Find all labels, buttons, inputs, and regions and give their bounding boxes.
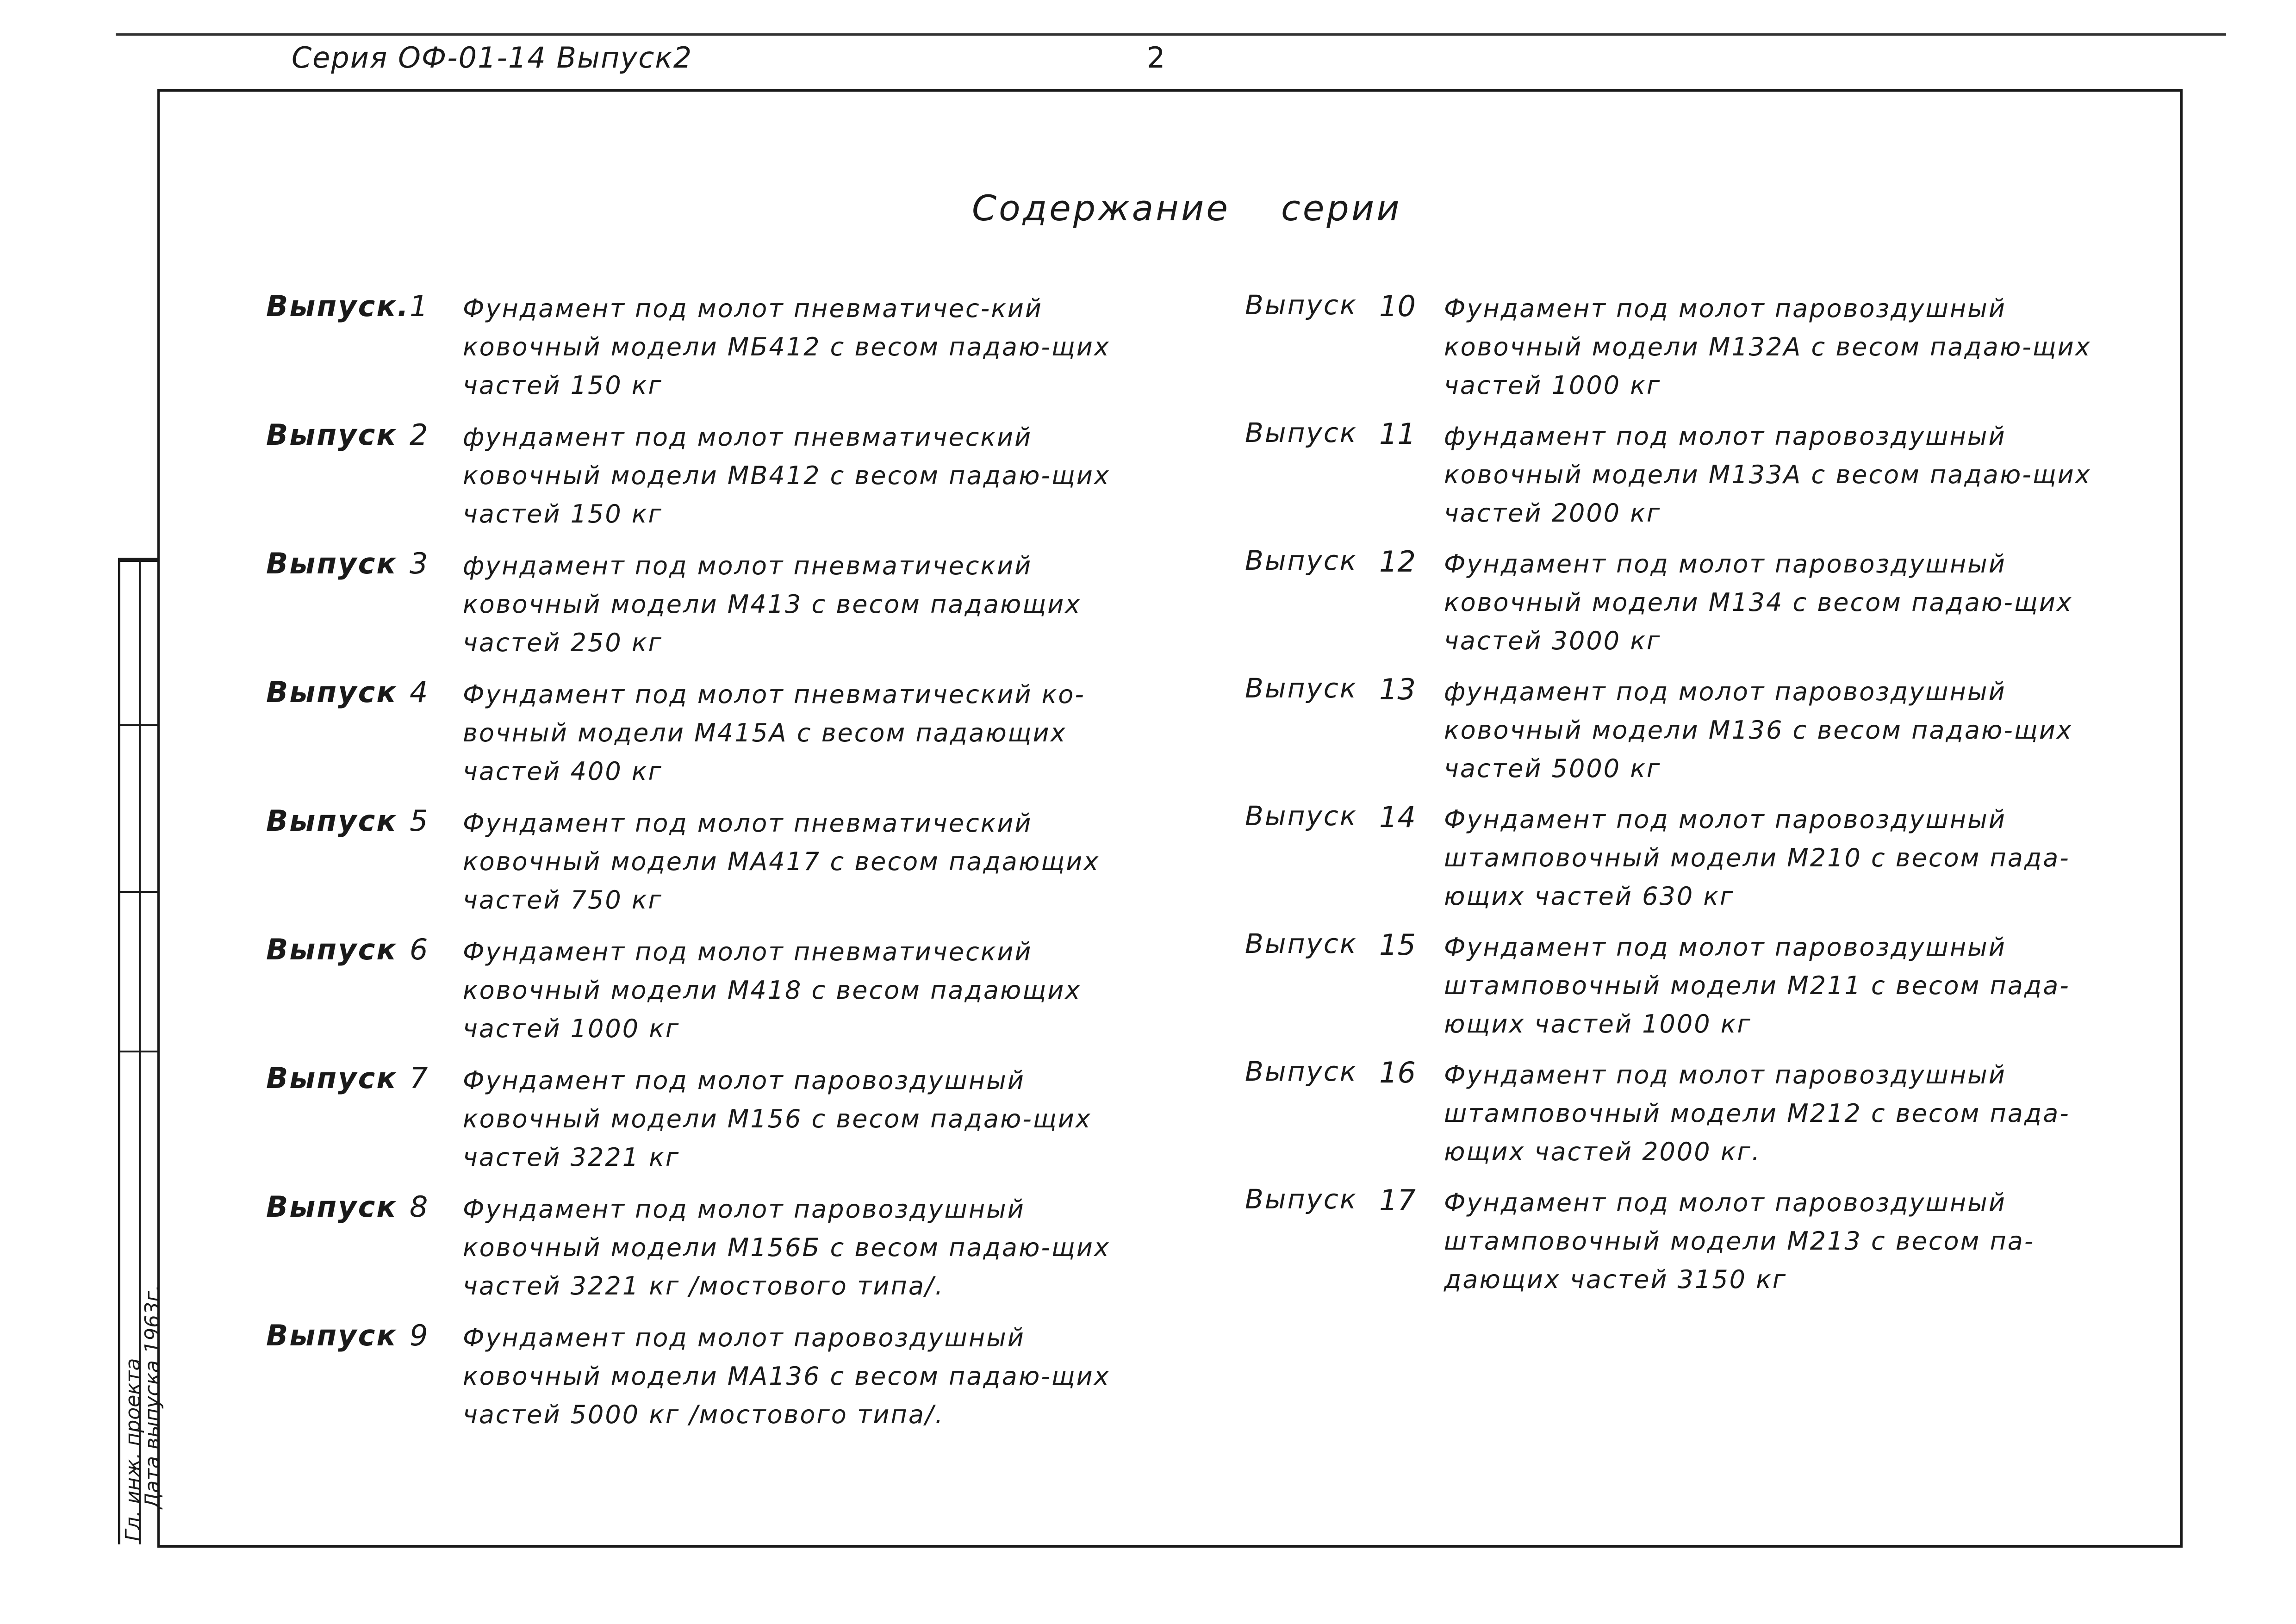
entry-text: Фундамент под молот пневматичес-кий ковочный модели МБ412 с весом падаю-щих частей 150 кг bbox=[463, 294, 1110, 400]
contents-entry bbox=[266, 675, 1145, 804]
contents-entry bbox=[266, 547, 1145, 675]
entry-text: фундамент под молот пневматический ковочный модели М413 с весом падающих частей 250 кг bbox=[463, 551, 1082, 657]
entry-label: Выпуск bbox=[1245, 289, 1357, 321]
contents-entry bbox=[266, 804, 1145, 933]
entry-number: 13 bbox=[1379, 672, 1416, 706]
contents-entry bbox=[1245, 672, 2115, 800]
entry-label: Выпуск bbox=[266, 933, 398, 966]
contents-entry bbox=[266, 289, 1145, 418]
entry-text: Фундамент под молот пневматический ковочный модели МА417 с весом падающих частей 750 кг bbox=[463, 809, 1100, 915]
contents-entry bbox=[1245, 1183, 2115, 1311]
side-stamp bbox=[118, 558, 164, 1544]
entry-label: Выпуск bbox=[266, 1190, 398, 1224]
entry-label: Выпуск bbox=[1245, 545, 1357, 576]
entry-text: Фундамент под молот пневматический ко-вочный модели М415А с весом падающих частей 400 кг bbox=[463, 680, 1085, 786]
entry-number: 11 bbox=[1379, 417, 1416, 451]
contents-entry bbox=[1245, 1056, 2115, 1183]
entry-number: 6 bbox=[410, 933, 428, 966]
entry-label: Выпуск bbox=[266, 1319, 398, 1352]
title-word-2: серии bbox=[1281, 187, 1402, 229]
contents-right-column bbox=[1245, 289, 2115, 1311]
side-stamp-engineer: Гл. инж. проекта bbox=[121, 1358, 145, 1541]
entry-number: 2 bbox=[410, 418, 428, 452]
entry-text: Фундамент под молот паровоздушный ковочный модели М134 с весом падаю-щих частей 3000 кг bbox=[1444, 549, 2073, 655]
entry-number: 10 bbox=[1379, 289, 1416, 323]
contents-entry bbox=[1245, 417, 2115, 545]
entry-text: фундамент под молот пневматический ковочный модели МВ412 с весом падаю-щих частей 150 кг bbox=[463, 423, 1110, 529]
entry-number: 5 bbox=[410, 804, 428, 838]
page-title bbox=[972, 187, 1453, 229]
entry-label: Выпуск bbox=[1245, 928, 1357, 959]
entry-text: Фундамент под молот паровоздушный штамповочный модели М212 с весом пада-ющих частей 2000 кг. bbox=[1444, 1060, 2070, 1166]
contents-entry bbox=[266, 1061, 1145, 1190]
entry-number: 8 bbox=[410, 1190, 428, 1224]
entry-text: Фундамент под молот паровоздушный ковочный модели МА136 с весом падаю-щих частей 5000 кг /мостового типа/. bbox=[463, 1323, 1110, 1429]
entry-text: Фундамент под молот паровоздушный штамповочный модели М213 с весом па-дающих частей 3150 кг bbox=[1444, 1188, 2035, 1294]
contents-entry bbox=[1245, 545, 2115, 672]
top-rule bbox=[116, 33, 2226, 36]
contents-entry bbox=[1245, 800, 2115, 928]
entry-label: Выпуск. bbox=[266, 289, 410, 323]
entry-label: Выпуск bbox=[1245, 800, 1357, 832]
contents-entry bbox=[266, 418, 1145, 547]
entry-text: Фундамент под молот паровоздушный штамповочный модели М210 с весом пада-ющих частей 630 кг bbox=[1444, 805, 2070, 911]
entry-number: 1 bbox=[410, 289, 428, 323]
page-number: 2 bbox=[1147, 41, 1166, 75]
entry-label: Выпуск bbox=[1245, 1183, 1357, 1215]
contents-entry bbox=[266, 1319, 1145, 1447]
title-word-1: Содержание bbox=[972, 187, 1230, 229]
entry-number: 17 bbox=[1379, 1183, 1416, 1217]
entry-number: 12 bbox=[1379, 545, 1416, 579]
entry-number: 4 bbox=[410, 675, 428, 709]
series-header: Серия ОФ-01-14 Выпуск2 bbox=[292, 41, 693, 75]
entry-text: фундамент под молот паровоздушный ковочный модели М136 с весом падаю-щих частей 5000 кг bbox=[1444, 677, 2073, 783]
contents-entry bbox=[1245, 289, 2115, 417]
entry-label: Выпуск bbox=[266, 547, 398, 580]
entry-label: Выпуск bbox=[1245, 1056, 1357, 1087]
entry-number: 14 bbox=[1379, 800, 1416, 834]
entry-label: Выпуск bbox=[266, 1061, 398, 1095]
side-stamp-date: Дата выпуска 1963г. bbox=[141, 1284, 164, 1509]
entry-text: Фундамент под молот пневматический ковочный модели М418 с весом падающих частей 1000 кг bbox=[463, 937, 1082, 1043]
entry-number: 3 bbox=[410, 547, 428, 580]
entry-number: 16 bbox=[1379, 1056, 1416, 1089]
contents-entry bbox=[266, 1190, 1145, 1319]
contents-left-column bbox=[266, 289, 1145, 1447]
entry-text: Фундамент под молот паровоздушный ковочный модели М132А с весом падаю-щих частей 1000 кг bbox=[1444, 294, 2091, 400]
entry-text: Фундамент под молот паровоздушный ковочный модели М156 с весом падаю-щих частей 3221 кг bbox=[463, 1066, 1092, 1172]
contents-entry bbox=[1245, 928, 2115, 1056]
entry-text: Фундамент под молот паровоздушный штамповочный модели М211 с весом пада-ющих частей 1000 кг bbox=[1444, 933, 2070, 1039]
entry-label: Выпуск bbox=[266, 804, 398, 838]
entry-number: 15 bbox=[1379, 928, 1416, 962]
entry-label: Выпуск bbox=[266, 675, 398, 709]
entry-text: Фундамент под молот паровоздушный ковочный модели М156Б с весом падаю-щих частей 3221 кг /мостового типа/. bbox=[463, 1195, 1110, 1300]
entry-label: Выпуск bbox=[1245, 417, 1357, 448]
entry-text: фундамент под молот паровоздушный ковочный модели М133А с весом падаю-щих частей 2000 кг bbox=[1444, 422, 2091, 528]
contents-entry bbox=[266, 933, 1145, 1061]
entry-number: 9 bbox=[410, 1319, 428, 1352]
entry-label: Выпуск bbox=[1245, 672, 1357, 704]
entry-label: Выпуск bbox=[266, 418, 398, 452]
entry-number: 7 bbox=[410, 1061, 428, 1095]
